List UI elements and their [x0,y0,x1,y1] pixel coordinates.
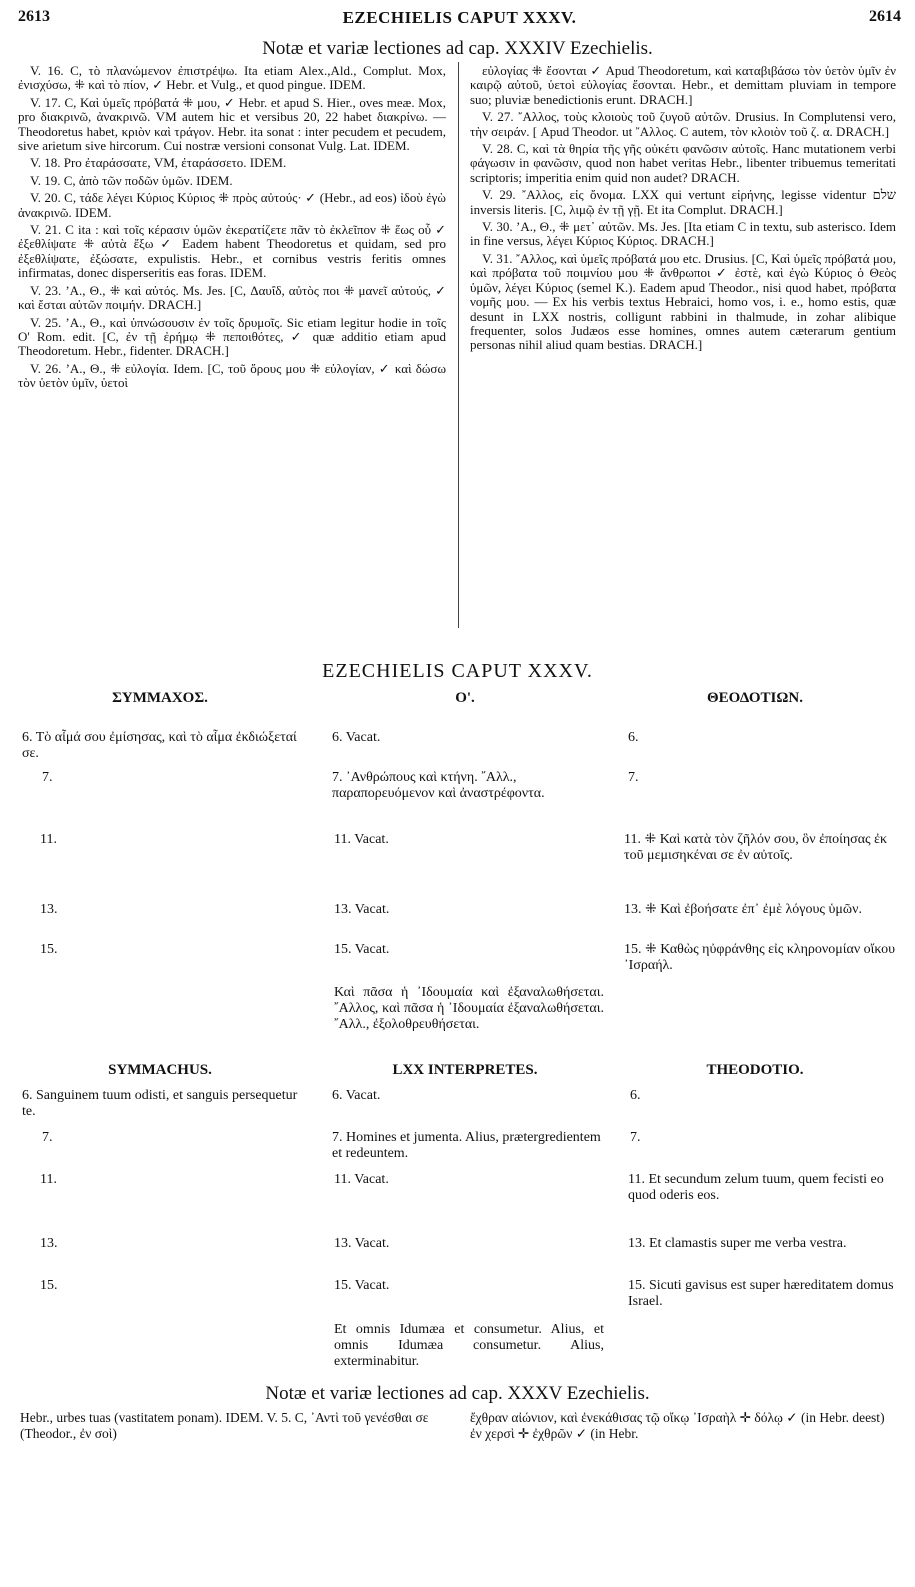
bottom-notes-right: ἔχθραν αἰώνιον, καὶ ἐνεκάθισας τῷ οἴκῳ ᾿Ισραὴλ ✛ δόλῳ ✓ (in Hebr. deest) ἐν χερσὶ ✛ ἐχθρῶν ✓ (in Hebr. [470,1410,885,1441]
notes-heading: Notæ et variæ lectiones ad cap. XXXIV Ezechielis. [262,38,653,59]
latin-cell: 13. Et clamastis super me verba vestra. [628,1236,847,1251]
latin-cell: 13. [40,1236,58,1251]
greek-cell: 11. Vacat. [334,832,389,847]
running-title: EZECHIELIS CAPUT XXXV. [342,8,577,27]
page-number-right: 2614 [869,8,901,25]
note-paragraph: V. 27. ῎Αλλος, τοὺς κλοιοὺς τοῦ ζυγοῦ αὐτῶν. Drusius. In Complutensi vero, τὴν σειράν. [ Apud Theodor. ut ῎Αλλος. C autem, τὸν κλοιὸν τοῦ ζ. α. DRACH.] [470,109,896,139]
greek-cell: 13. ⁜ Καὶ ἐβοήσατε ἐπ᾽ ἐμὲ λόγους ὑμῶν. [624,902,862,917]
col-heading-symmachus-greek: ΣΥΜΜΑΧΟΣ. [112,690,208,706]
latin-cell: 11. Et secundum zelum tuum, quem fecisti eo quod oderis eos. [628,1172,884,1203]
note-paragraph: V. 26. ʼA., Θ., ⁜ εὐλογία. Idem. [C, τοῦ ὄρους μου ⁜ εὐλογίαν, ✓ καὶ δώσω τὸν ὑετὸν ὑμῖν, ὑετοὶ [18,360,446,391]
note-paragraph: V. 29. ῎Αλλος, εἰς ὄνομα. LXX qui vertunt εἰρήνης, legisse videntur שלם inversis literis. [C, λιμῷ ἐν τῇ γῇ. Et ita Complut. DRACH.] [470,187,896,217]
note-paragraph: εὐλογίας ⁜ ἔσονται ✓ Apud Theodoretum, καὶ καταβιβάσω τὸν ὑετὸν ὑμῖν ἐν καιρῷ αὐτοῦ, ὑετοὶ εὐλογίας ἔσονται. Hebr., et demittam pluviam in tempore suo; pluviæ benedictionis erunt. DRACH.] [470,63,896,107]
latin-cell: 7. Homines et jumenta. Alius, prætergredientem et redeuntem. [332,1130,601,1161]
notes-right-column [470,64,896,356]
bottom-notes-heading: Notæ et variæ lectiones ad cap. XXXV Ezechielis. [265,1383,650,1404]
latin-cell: 11. [40,1172,57,1187]
latin-cell: 7. [630,1130,641,1145]
greek-extra-note: Καὶ πᾶσα ἡ ᾿Ιδουμαία καὶ ἐξαναλωθήσεται. ῎Αλλος, καὶ πᾶσα ἡ ᾿Ιδουμαία ἐξαναλωθήσεται. ῎Αλλ., ἐξολοθρευθήσεται. [334,985,604,1032]
latin-cell: 6. Sanguinem tuum odisti, et sanguis persequetur te. [22,1088,298,1119]
page-number-left: 2613 [18,8,50,25]
bottom-notes-left: Hebr., urbes tuas (vastitatem ponam). IDEM. V. 5. C, ᾿Αντὶ τοῦ γενέσθαι σε (Theodor., ἐν σοὶ) [20,1410,429,1441]
col-heading-symmachus-latin: SYMMACHUS. [108,1062,212,1078]
latin-cell: 11. Vacat. [334,1172,389,1187]
greek-cell: 15. Vacat. [334,942,390,957]
greek-cell: 13. Vacat. [334,902,390,917]
latin-cell: 13. Vacat. [334,1236,390,1251]
note-paragraph: V. 31. ῎Αλλος, καὶ ὑμεῖς πρόβατά μου etc. Drusius. [C, Καὶ ὑμεῖς πρόβατά μου, καὶ πρόβατα τοῦ ποιμνίου μου ⁜ ἄνθρωποι ✓ ἐστὲ, καὶ ἐγὼ Κύριος ὁ Θεὸς ὑμῶν, λέγει Κύριος (semel K.). Eadem apud Theodor., nisi quod habet, πρόβατα νομῆς μου. — Ex his verbis textus Hebraici, homo vos, i. e., homo estis, quæ desunt in LXX nostris, colligunt rabbini in thalmude, in zohar alibique frequenter, solos Judæos esse homines, omnes autem cæterarum gentium personas nihil aliud quam bestias. DRACH.] [470,250,896,353]
col-heading-theodotion-greek: ΘΕΟΔΟΤΙΩΝ. [707,690,803,706]
note-paragraph: V. 18. Pro ἐταράσσατε, VM, ἐταράσσετο. IDEM. [30,155,287,171]
running-header [18,8,901,32]
column-divider [458,62,459,628]
col-heading-theodotion-latin: THEODOTIO. [706,1062,804,1078]
greek-cell: 15. [40,942,58,957]
col-heading-lxx-greek: O'. [455,690,475,706]
latin-cell: 15. [40,1278,58,1293]
greek-cell: 6. Τὸ αἷμά σου ἐμίσησας, καὶ τὸ αἷμα ἐκδιώξεταί σε. [22,730,297,761]
latin-cell: 6. Vacat. [332,1088,381,1103]
latin-extra-note: Et omnis Idumæa et consumetur. Alius, et omnis Idumæa consumetur. Alius, exterminabitur. [334,1322,604,1369]
notes-left-column [18,64,446,394]
greek-cell: 13. [40,902,58,917]
greek-cell: 11. ⁜ Καὶ κατὰ τὸν ζῆλόν σου, ὃν ἐποίησας ἐκ τοῦ μεμισηκέναι σε ἐν αὐτοῖς. [624,832,888,863]
note-paragraph: V. 25. ʼA., Θ., καὶ ὑπνώσουσιν ἐν τοῖς δρυμοῖς. Sic etiam legitur hodie in τοῖς O' Rom. edit. [C, ἐν τῇ ἐρήμῳ ⁜ πεποιθότες, ✓ quæ additio etiam apud Theodoretum. Hebr., fidenter. DRACH.] [18,314,446,359]
chapter-title: EZECHIELIS CAPUT XXXV. [322,660,593,682]
note-paragraph: V. 17. C, Καὶ ὑμεῖς πρόβατά ⁜ μου, ✓ Hebr. et apud S. Hier., oves meæ. Mox, pro διακρινῶ, ἀνακρινῶ. VM autem hic et versibus 20, 22 habet διακρίνω. — Theodoretus habet, κριὸν καὶ τράγον. Hebr. ita sonat : inter pecudem et pecudem, sive arietum sive hircorum. Cui nostræ versioni consonat Vulg. Lat. IDEM. [18,94,446,154]
note-paragraph: V. 19. C, ἀπὸ τῶν ποδῶν ὑμῶν. IDEM. [30,172,233,188]
note-paragraph: V. 20. C, τάδε λέγει Κύριος Κύριος ⁜ πρὸς αὐτούς· ✓ (Hebr., ad eos) ἰδοὺ ἐγὼ ἀνακρινῶ. IDEM. [18,190,446,220]
greek-cell: 15. ⁜ Καθὼς ηὐφράνθης εἰς κληρονομίαν οἴκου ᾿Ισραήλ. [624,942,896,973]
greek-cell: 6. Vacat. [332,730,381,745]
note-paragraph: V. 23. ʼA., Θ., ⁜ καὶ αὐτός. Ms. Jes. [C, Δαυΐδ, αὐτὸς ποι ⁜ μανεῖ αὐτούς, ✓ καὶ ἔσται αὐτῶν ποιμήν. DRACH.] [18,282,446,313]
greek-cell: 7. ᾿Ανθρώπους καὶ κτήνη. ῎Αλλ., παραπορευόμενον καὶ ἀναστρέφοντα. [332,770,545,801]
col-heading-lxx-latin: LXX INTERPRETES. [392,1062,538,1078]
greek-cell: 7. [628,770,639,785]
greek-cell: 7. [42,770,53,785]
note-paragraph: V. 21. C ita : καὶ τοῖς κέρασιν ὑμῶν ἐκερατίζετε πᾶν τὸ ἐκλεῖπον ⁜ ἕως οὗ ✓ ἐξεθλίψατε ⁜ αὐτὰ ἔξω ✓ Eadem habent Theodoretus et quidam, sed pro ἐξεθλίψατε, ἐξώσατε, expulistis. Hebr., et cornibus vestris feritis omnes infirmatas, donec disperseritis eas foras. IDEM. [18,222,446,281]
latin-cell: 15. Sicuti gavisus est super hæreditatem domus Israel. [628,1278,894,1309]
greek-cell: 6. [628,730,639,745]
greek-cell: 11. [40,832,57,847]
note-paragraph: V. 30. ʼA., Θ., ⁜ μετ᾽ αὐτῶν. Ms. Jes. [Ita etiam C in textu, sub asterisco. Idem in fine versus, λέγει Κύριος Κύριος. DRACH.] [470,219,896,249]
latin-cell: 6. [630,1088,641,1103]
note-paragraph: V. 28. C, καὶ τὰ θηρία τῆς γῆς οὐκέτι φανῶσιν αὐτοῖς. Hanc mutationem verbi φάγωσιν in φανῶσιν, quod non habet veritas Hebr., libenter tribuemus temeritati scriptoris; imperitia enim quid non audet? DRACH. [470,141,896,185]
latin-cell: 7. [42,1130,53,1145]
note-paragraph: V. 16. C, τὸ πλανώμενον ἐπιστρέψω. Ita etiam Alex.,Ald., Complut. Mox, ἐνισχύσω, ⁜ καὶ τὸ πίον, ✓ Hebr. et Vulg., et quod pingue. IDEM. [18,63,446,93]
latin-cell: 15. Vacat. [334,1278,390,1293]
